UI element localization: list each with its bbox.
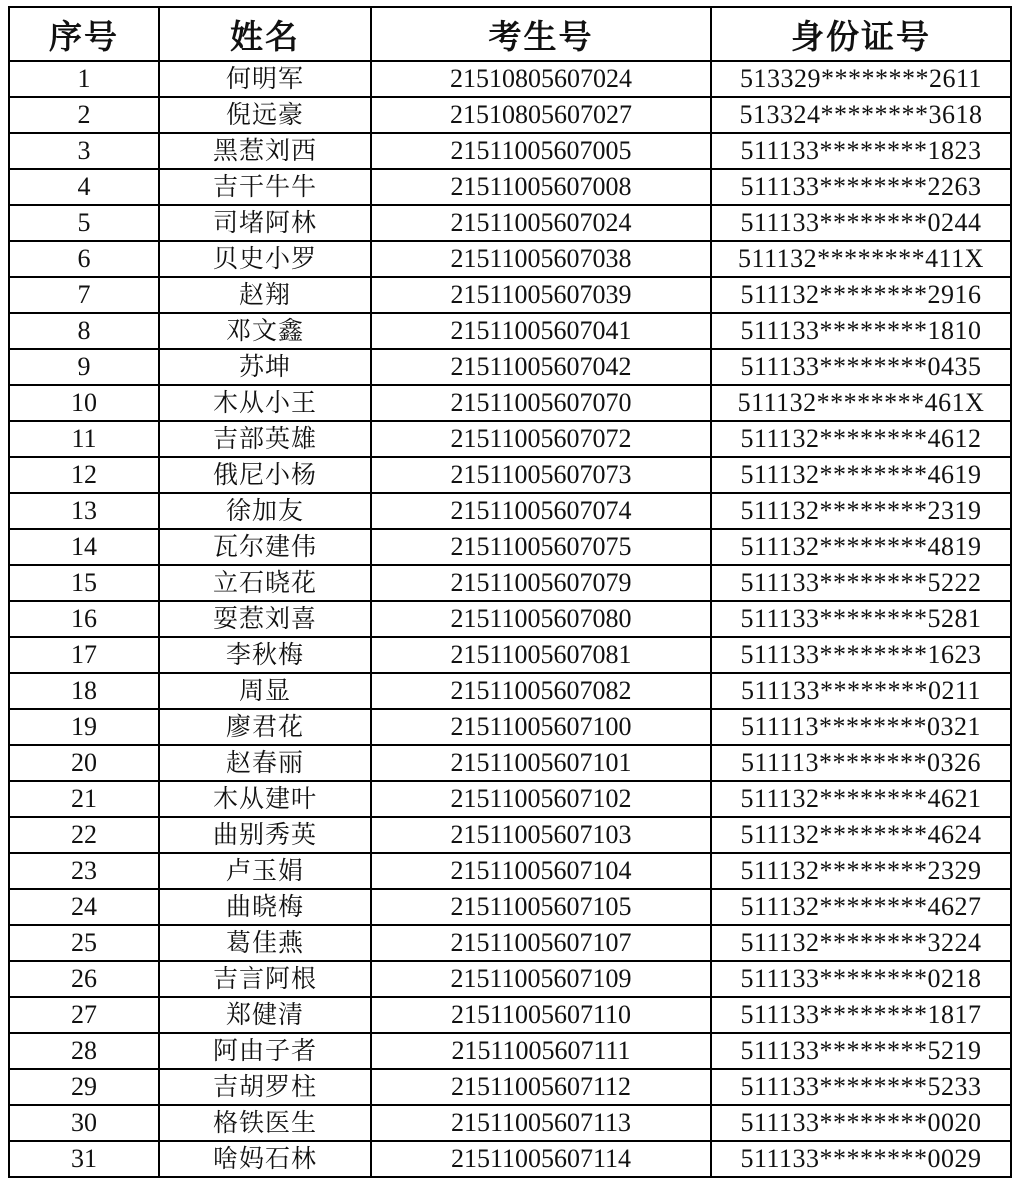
name-cell: 吉部英雄 <box>159 421 371 457</box>
id-number-cell: 511133********0029 <box>711 1141 1011 1177</box>
name-cell: 格铁医生 <box>159 1105 371 1141</box>
header-row <box>9 7 1011 61</box>
name-cell: 司堵阿林 <box>159 205 371 241</box>
table-row <box>9 745 1011 781</box>
candidate-number-cell: 21511005607112 <box>371 1069 711 1105</box>
serial-number-cell: 4 <box>9 169 159 205</box>
id-number-cell: 511132********2319 <box>711 493 1011 529</box>
table-row <box>9 1105 1011 1141</box>
candidate-number-cell: 21511005607105 <box>371 889 711 925</box>
id-number-cell: 513329********2611 <box>711 61 1011 97</box>
name-cell: 吉干牛牛 <box>159 169 371 205</box>
serial-number-cell: 17 <box>9 637 159 673</box>
candidate-number-cell: 21511005607038 <box>371 241 711 277</box>
id-number-cell: 511132********4612 <box>711 421 1011 457</box>
serial-number-cell: 19 <box>9 709 159 745</box>
serial-number-cell: 8 <box>9 313 159 349</box>
candidate-number-cell: 21511005607103 <box>371 817 711 853</box>
name-cell: 周显 <box>159 673 371 709</box>
id-number-cell: 511133********1810 <box>711 313 1011 349</box>
name-cell: 赵翔 <box>159 277 371 313</box>
id-number-cell: 511113********0326 <box>711 745 1011 781</box>
serial-number-cell: 14 <box>9 529 159 565</box>
name-cell: 何明军 <box>159 61 371 97</box>
table-row <box>9 205 1011 241</box>
serial-number-cell: 31 <box>9 1141 159 1177</box>
table-row <box>9 673 1011 709</box>
id-number-cell: 511133********5222 <box>711 565 1011 601</box>
candidate-number-cell: 21511005607107 <box>371 925 711 961</box>
serial-number-cell: 26 <box>9 961 159 997</box>
name-cell: 邓文鑫 <box>159 313 371 349</box>
table-body <box>9 61 1011 1177</box>
name-cell: 吉言阿根 <box>159 961 371 997</box>
serial-number-cell: 6 <box>9 241 159 277</box>
header-serial-number: 序号 <box>9 7 159 61</box>
name-cell: 贝史小罗 <box>159 241 371 277</box>
candidate-number-cell: 21511005607110 <box>371 997 711 1033</box>
id-number-cell: 511132********2329 <box>711 853 1011 889</box>
table-row <box>9 493 1011 529</box>
id-number-cell: 511133********1817 <box>711 997 1011 1033</box>
table-row <box>9 1033 1011 1069</box>
candidate-number-cell: 21511005607073 <box>371 457 711 493</box>
serial-number-cell: 9 <box>9 349 159 385</box>
serial-number-cell: 21 <box>9 781 159 817</box>
id-number-cell: 511133********1623 <box>711 637 1011 673</box>
candidate-number-cell: 21511005607005 <box>371 133 711 169</box>
id-number-cell: 511133********5219 <box>711 1033 1011 1069</box>
serial-number-cell: 15 <box>9 565 159 601</box>
candidate-number-cell: 21511005607041 <box>371 313 711 349</box>
serial-number-cell: 29 <box>9 1069 159 1105</box>
id-number-cell: 511132********4624 <box>711 817 1011 853</box>
candidate-number-cell: 21511005607082 <box>371 673 711 709</box>
name-cell: 倪远豪 <box>159 97 371 133</box>
name-cell: 耍惹刘喜 <box>159 601 371 637</box>
table-row <box>9 601 1011 637</box>
serial-number-cell: 22 <box>9 817 159 853</box>
candidate-number-cell: 21511005607074 <box>371 493 711 529</box>
name-cell: 瓦尔建伟 <box>159 529 371 565</box>
table-row <box>9 277 1011 313</box>
candidate-number-cell: 21511005607008 <box>371 169 711 205</box>
candidate-number-cell: 21511005607111 <box>371 1033 711 1069</box>
id-number-cell: 511132********461X <box>711 385 1011 421</box>
name-cell: 黑惹刘西 <box>159 133 371 169</box>
name-cell: 徐加友 <box>159 493 371 529</box>
table-header <box>9 7 1011 61</box>
name-cell: 廖君花 <box>159 709 371 745</box>
table-row <box>9 61 1011 97</box>
serial-number-cell: 10 <box>9 385 159 421</box>
id-number-cell: 511132********4819 <box>711 529 1011 565</box>
serial-number-cell: 18 <box>9 673 159 709</box>
candidate-number-cell: 21511005607080 <box>371 601 711 637</box>
header-candidate-number: 考生号 <box>371 7 711 61</box>
candidate-number-cell: 21511005607081 <box>371 637 711 673</box>
candidate-number-cell: 21511005607042 <box>371 349 711 385</box>
id-number-cell: 511133********0211 <box>711 673 1011 709</box>
candidate-number-cell: 21511005607072 <box>371 421 711 457</box>
id-number-cell: 511132********3224 <box>711 925 1011 961</box>
serial-number-cell: 2 <box>9 97 159 133</box>
candidate-number-cell: 21511005607109 <box>371 961 711 997</box>
id-number-cell: 511133********0435 <box>711 349 1011 385</box>
name-cell: 木从建叶 <box>159 781 371 817</box>
name-cell: 赵春丽 <box>159 745 371 781</box>
id-number-cell: 511132********4627 <box>711 889 1011 925</box>
name-cell: 木从小王 <box>159 385 371 421</box>
id-number-cell: 511133********5281 <box>711 601 1011 637</box>
id-number-cell: 513324********3618 <box>711 97 1011 133</box>
name-cell: 阿由子者 <box>159 1033 371 1069</box>
table-row <box>9 889 1011 925</box>
serial-number-cell: 27 <box>9 997 159 1033</box>
serial-number-cell: 25 <box>9 925 159 961</box>
table-row <box>9 421 1011 457</box>
id-number-cell: 511113********0321 <box>711 709 1011 745</box>
candidate-number-cell: 21511005607100 <box>371 709 711 745</box>
candidate-number-cell: 21511005607113 <box>371 1105 711 1141</box>
table-row <box>9 385 1011 421</box>
serial-number-cell: 28 <box>9 1033 159 1069</box>
candidate-number-cell: 21511005607114 <box>371 1141 711 1177</box>
table-row <box>9 169 1011 205</box>
id-number-cell: 511133********0020 <box>711 1105 1011 1141</box>
name-cell: 曲晓梅 <box>159 889 371 925</box>
id-number-cell: 511133********5233 <box>711 1069 1011 1105</box>
name-cell: 卢玉娟 <box>159 853 371 889</box>
id-number-cell: 511132********4621 <box>711 781 1011 817</box>
table-row <box>9 241 1011 277</box>
table-row <box>9 709 1011 745</box>
candidate-number-cell: 21511005607079 <box>371 565 711 601</box>
name-cell: 郑健清 <box>159 997 371 1033</box>
serial-number-cell: 30 <box>9 1105 159 1141</box>
table-row <box>9 97 1011 133</box>
name-cell: 俄尼小杨 <box>159 457 371 493</box>
table-row <box>9 997 1011 1033</box>
table-row <box>9 637 1011 673</box>
name-cell: 葛佳燕 <box>159 925 371 961</box>
name-cell: 啥妈石林 <box>159 1141 371 1177</box>
table-row <box>9 853 1011 889</box>
id-number-cell: 511133********1823 <box>711 133 1011 169</box>
candidate-number-cell: 21511005607024 <box>371 205 711 241</box>
serial-number-cell: 20 <box>9 745 159 781</box>
id-number-cell: 511133********2263 <box>711 169 1011 205</box>
candidate-number-cell: 21511005607039 <box>371 277 711 313</box>
candidate-number-cell: 21511005607075 <box>371 529 711 565</box>
id-number-cell: 511132********2916 <box>711 277 1011 313</box>
name-cell: 李秋梅 <box>159 637 371 673</box>
candidate-number-cell: 21510805607024 <box>371 61 711 97</box>
table-row <box>9 925 1011 961</box>
candidate-number-cell: 21511005607104 <box>371 853 711 889</box>
table-row <box>9 961 1011 997</box>
table-row <box>9 817 1011 853</box>
name-cell: 立石晓花 <box>159 565 371 601</box>
name-cell: 苏坤 <box>159 349 371 385</box>
header-id-number: 身份证号 <box>711 7 1011 61</box>
id-number-cell: 511133********0244 <box>711 205 1011 241</box>
table-row <box>9 313 1011 349</box>
id-number-cell: 511132********4619 <box>711 457 1011 493</box>
serial-number-cell: 7 <box>9 277 159 313</box>
serial-number-cell: 1 <box>9 61 159 97</box>
serial-number-cell: 16 <box>9 601 159 637</box>
id-number-cell: 511132********411X <box>711 241 1011 277</box>
table-row <box>9 457 1011 493</box>
candidate-number-cell: 21510805607027 <box>371 97 711 133</box>
serial-number-cell: 11 <box>9 421 159 457</box>
candidate-number-cell: 21511005607101 <box>371 745 711 781</box>
serial-number-cell: 23 <box>9 853 159 889</box>
table-row <box>9 781 1011 817</box>
table-row <box>9 529 1011 565</box>
serial-number-cell: 13 <box>9 493 159 529</box>
table-row <box>9 565 1011 601</box>
table-row <box>9 349 1011 385</box>
candidate-number-cell: 21511005607102 <box>371 781 711 817</box>
header-name: 姓名 <box>159 7 371 61</box>
serial-number-cell: 3 <box>9 133 159 169</box>
table-row <box>9 1069 1011 1105</box>
table-row <box>9 1141 1011 1177</box>
name-cell: 曲别秀英 <box>159 817 371 853</box>
serial-number-cell: 24 <box>9 889 159 925</box>
table-row <box>9 133 1011 169</box>
candidate-number-cell: 21511005607070 <box>371 385 711 421</box>
serial-number-cell: 12 <box>9 457 159 493</box>
student-list-table <box>8 6 1012 1178</box>
serial-number-cell: 5 <box>9 205 159 241</box>
name-cell: 吉胡罗柱 <box>159 1069 371 1105</box>
id-number-cell: 511133********0218 <box>711 961 1011 997</box>
